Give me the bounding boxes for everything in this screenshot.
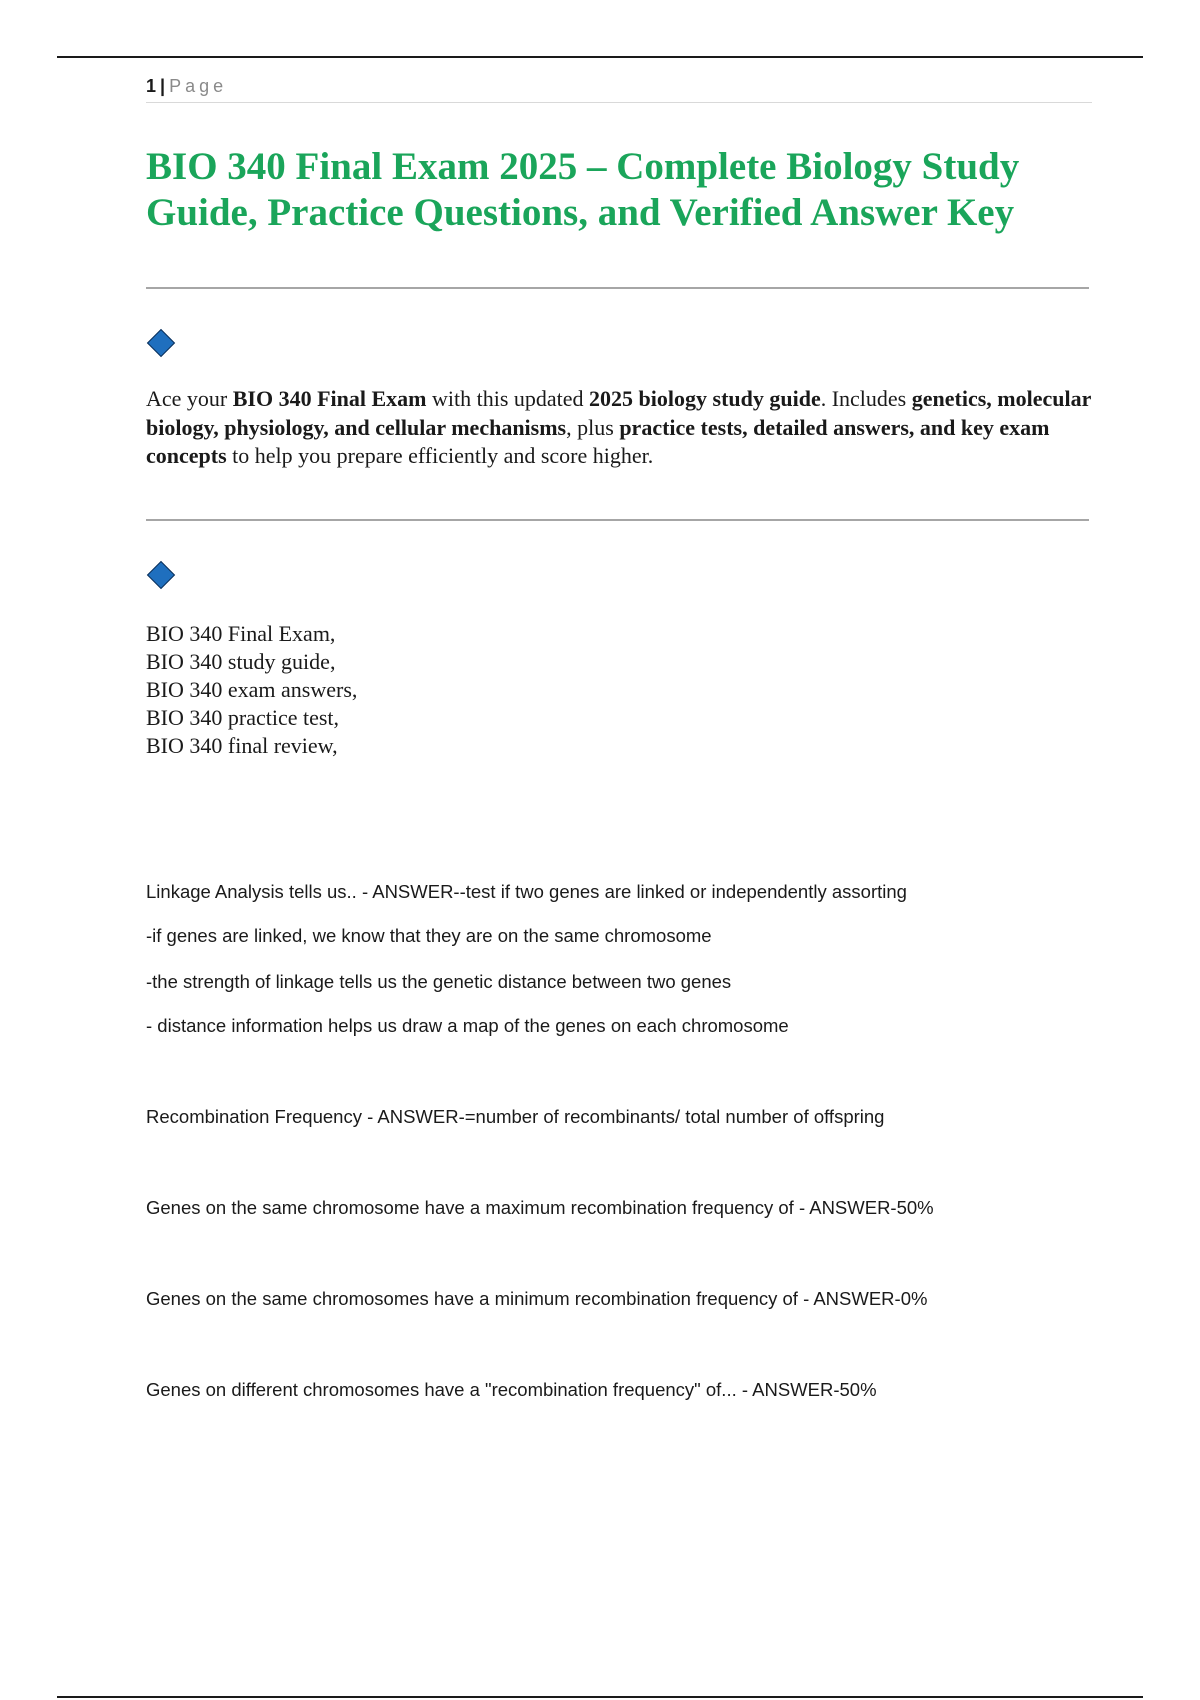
qa-linkage-question: Linkage Analysis tells us.. - ANSWER--test if two genes are linked or independently assorting (146, 881, 907, 902)
intro-bold-text: genetics, molecular biology, physiology, and cellular mechanisms (146, 386, 1091, 440)
keyword-item: BIO 340 practice test, (146, 705, 340, 730)
bottom-page-rule (57, 1696, 1143, 1698)
intro-paragraph (146, 385, 1096, 471)
intro-bold-text: practice tests, detailed answers, and key exam concepts (146, 414, 1050, 468)
page-number: 1 (146, 76, 157, 96)
qa-linkage-answer-line: -the strength of linkage tells us the genetic distance between two genes (146, 971, 732, 992)
intro-bold-text: BIO 340 Final Exam (232, 386, 427, 411)
top-page-rule (57, 56, 1143, 58)
keyword-item: BIO 340 study guide, (146, 649, 336, 674)
intro-text: to help you prepare efficiently and score higher. (226, 443, 654, 468)
document-title: BIO 340 Final Exam 2025 – Complete Biology Study Guide, Practice Questions, and Verified Answer Key (146, 145, 1020, 234)
qa-maximum-frequency: Genes on the same chromosome have a maximum recombination frequency of - ANSWER-50% (146, 1197, 934, 1218)
intro-text: , plus (566, 414, 620, 440)
qa-minimum-frequency: Genes on the same chromosomes have a minimum recombination frequency of - ANSWER-0% (146, 1288, 928, 1309)
keyword-item: BIO 340 Final Exam, (146, 621, 336, 646)
diamond-bullet-icon (147, 329, 175, 357)
keyword-item: BIO 340 final review, (146, 733, 338, 758)
page-separator: | (160, 76, 166, 96)
intro-text: Ace your (146, 386, 233, 411)
section-divider (146, 519, 1089, 521)
page-label: Page (169, 76, 228, 96)
diamond-bullet-icon (147, 561, 175, 589)
intro-text: . Includes (820, 386, 912, 411)
intro-text: with this updated (426, 386, 590, 411)
intro-bold-text: 2025 biology study guide (589, 386, 821, 411)
qa-linkage-answer-line: -if genes are linked, we know that they are on the same chromosome (146, 925, 712, 946)
qa-recombination-frequency: Recombination Frequency - ANSWER-=number of recombinants/ total number of offspring (146, 1106, 885, 1127)
section-divider (146, 287, 1089, 289)
keyword-item: BIO 340 exam answers, (146, 677, 358, 702)
qa-linkage-answer-line: - distance information helps us draw a map of the genes on each chromosome (146, 1015, 789, 1036)
keyword-list (146, 620, 357, 760)
qa-different-chromosomes: Genes on different chromosomes have a "recombination frequency" of... - ANSWER-50% (146, 1379, 877, 1400)
page-header (146, 74, 1092, 103)
